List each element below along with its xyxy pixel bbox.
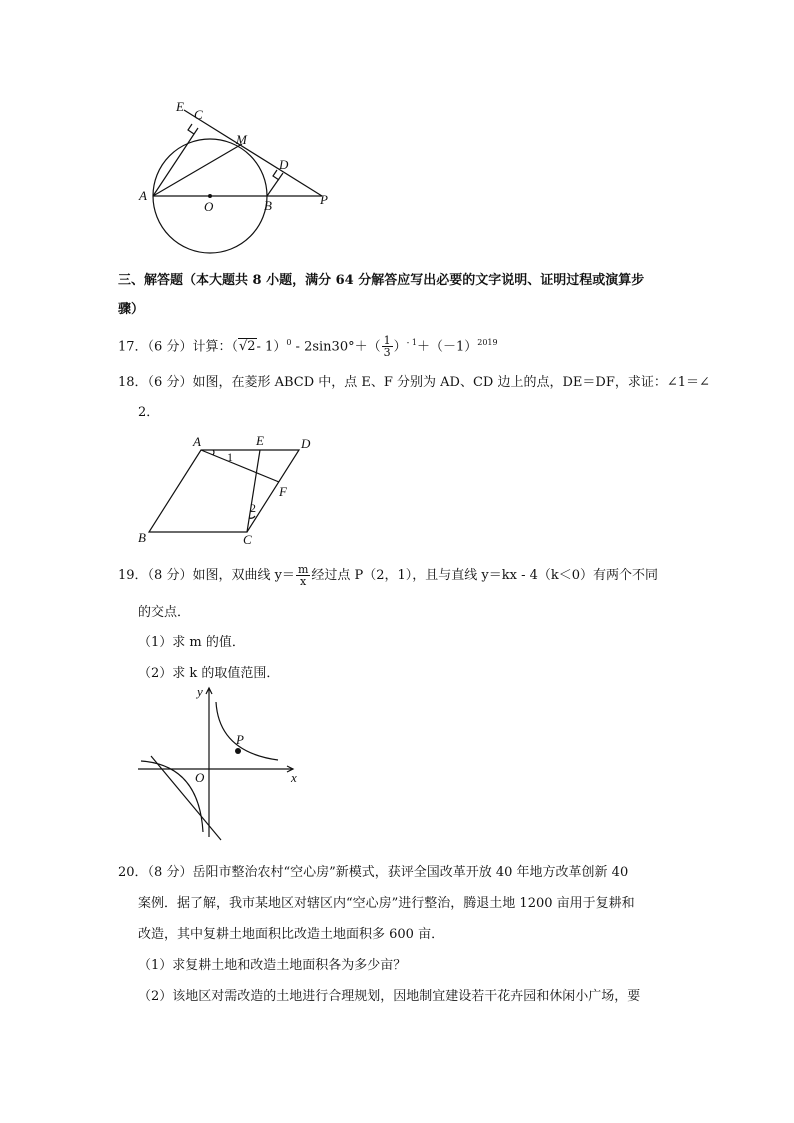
q17-fraction: $\frac{1}{3}$ — [383, 334, 391, 360]
question-19-sub1: （1）求 m 的值． — [138, 635, 245, 650]
label-y: y — [197, 684, 203, 699]
question-19-sub2: （2）求 k 的取值范围． — [138, 666, 280, 681]
question-17: 17．（6 分）计算：（√2- 1）$^0$ - 2sin30°＋（ $\frac{1}{3}$ ）$^{- 1}+(-1)^{2019}$ — [118, 334, 498, 360]
label-d: D — [279, 157, 289, 172]
label-p: P — [236, 732, 244, 747]
question-20-sub2: （2）该地区对需改造的土地进行合理规划，因地制宜建设若干花卉园和休闲小广场，要 — [138, 989, 641, 1004]
label-x: x — [291, 770, 297, 785]
rhombus-figure — [133, 430, 323, 548]
section-heading-line1: 三、解答题（本大题共 8 小题，满分 64 分解答应写出必要的文字说明、证明过程或演算步 — [118, 273, 645, 288]
question-20-sub1: （1）求复耕土地和改造土地面积各为多少亩？ — [138, 958, 407, 973]
label-f: F — [279, 484, 287, 499]
label-o: O — [195, 770, 205, 785]
segment-am — [153, 144, 242, 196]
label-o: O — [204, 199, 214, 214]
question-20-line2: 案例．据了解，我市某地区对辖区内“空心房”进行整治，腾退土地 1200 亩用于复耕和 — [138, 896, 635, 911]
hyperbola-branch-1 — [216, 702, 278, 760]
center-dot — [208, 194, 212, 198]
label-d: D — [301, 436, 311, 451]
hyperbola-figure — [133, 682, 308, 844]
label-b: B — [138, 530, 146, 545]
label-m: M — [236, 132, 247, 147]
q17-prefix: 17．（6 分）计算：（ — [118, 339, 238, 355]
hyperbola-branch-2 — [141, 761, 203, 832]
question-18-line1: 18．（6 分）如图，在菱形 ABCD 中，点 E、F 分别为 AD、CD 边上的点，DE＝DF，求证：∠1＝∠ — [118, 375, 710, 390]
segment-ac — [153, 128, 198, 196]
tangent-line-ep — [184, 110, 322, 196]
label-e: E — [256, 433, 264, 448]
angle-1-arc — [213, 450, 214, 455]
q19-fraction: $\frac{m}{x}$ — [297, 563, 309, 588]
label-angle-1: 1 — [227, 450, 233, 464]
label-angle-2: 2 — [250, 501, 256, 515]
segment-bd — [267, 173, 283, 196]
label-e: E — [176, 99, 184, 114]
question-20-line3: 改造，其中复耕土地面积比改造土地面积多 600 亩． — [138, 927, 445, 942]
point-p — [235, 748, 241, 754]
q17-sqrt: √2 — [238, 339, 256, 355]
label-a: A — [193, 434, 201, 449]
right-angle-c — [188, 124, 194, 134]
question-19-line1: 19．（8 分）如图，双曲线 y＝ $\frac{m}{x}$ 经过点 P（2，1），且与直线 y＝kx - 4（k＜0）有两个不同 — [118, 563, 659, 588]
rhombus-abcd — [149, 450, 299, 532]
circle-tangent-figure — [130, 98, 340, 258]
question-18-line2: 2． — [138, 405, 160, 420]
segment-ce — [247, 450, 260, 532]
label-a: A — [139, 188, 147, 203]
label-c: C — [243, 532, 252, 547]
label-b: B — [264, 198, 272, 213]
question-20-line1: 20．（8 分）岳阳市整治农村“空心房”新模式，获评全国改革开放 40 年地方改革创新 40 — [118, 865, 629, 880]
section-heading-line2: 骤） — [118, 302, 145, 317]
label-p: P — [320, 192, 328, 207]
question-19-line2: 的交点． — [138, 605, 191, 620]
label-c: C — [194, 107, 203, 122]
